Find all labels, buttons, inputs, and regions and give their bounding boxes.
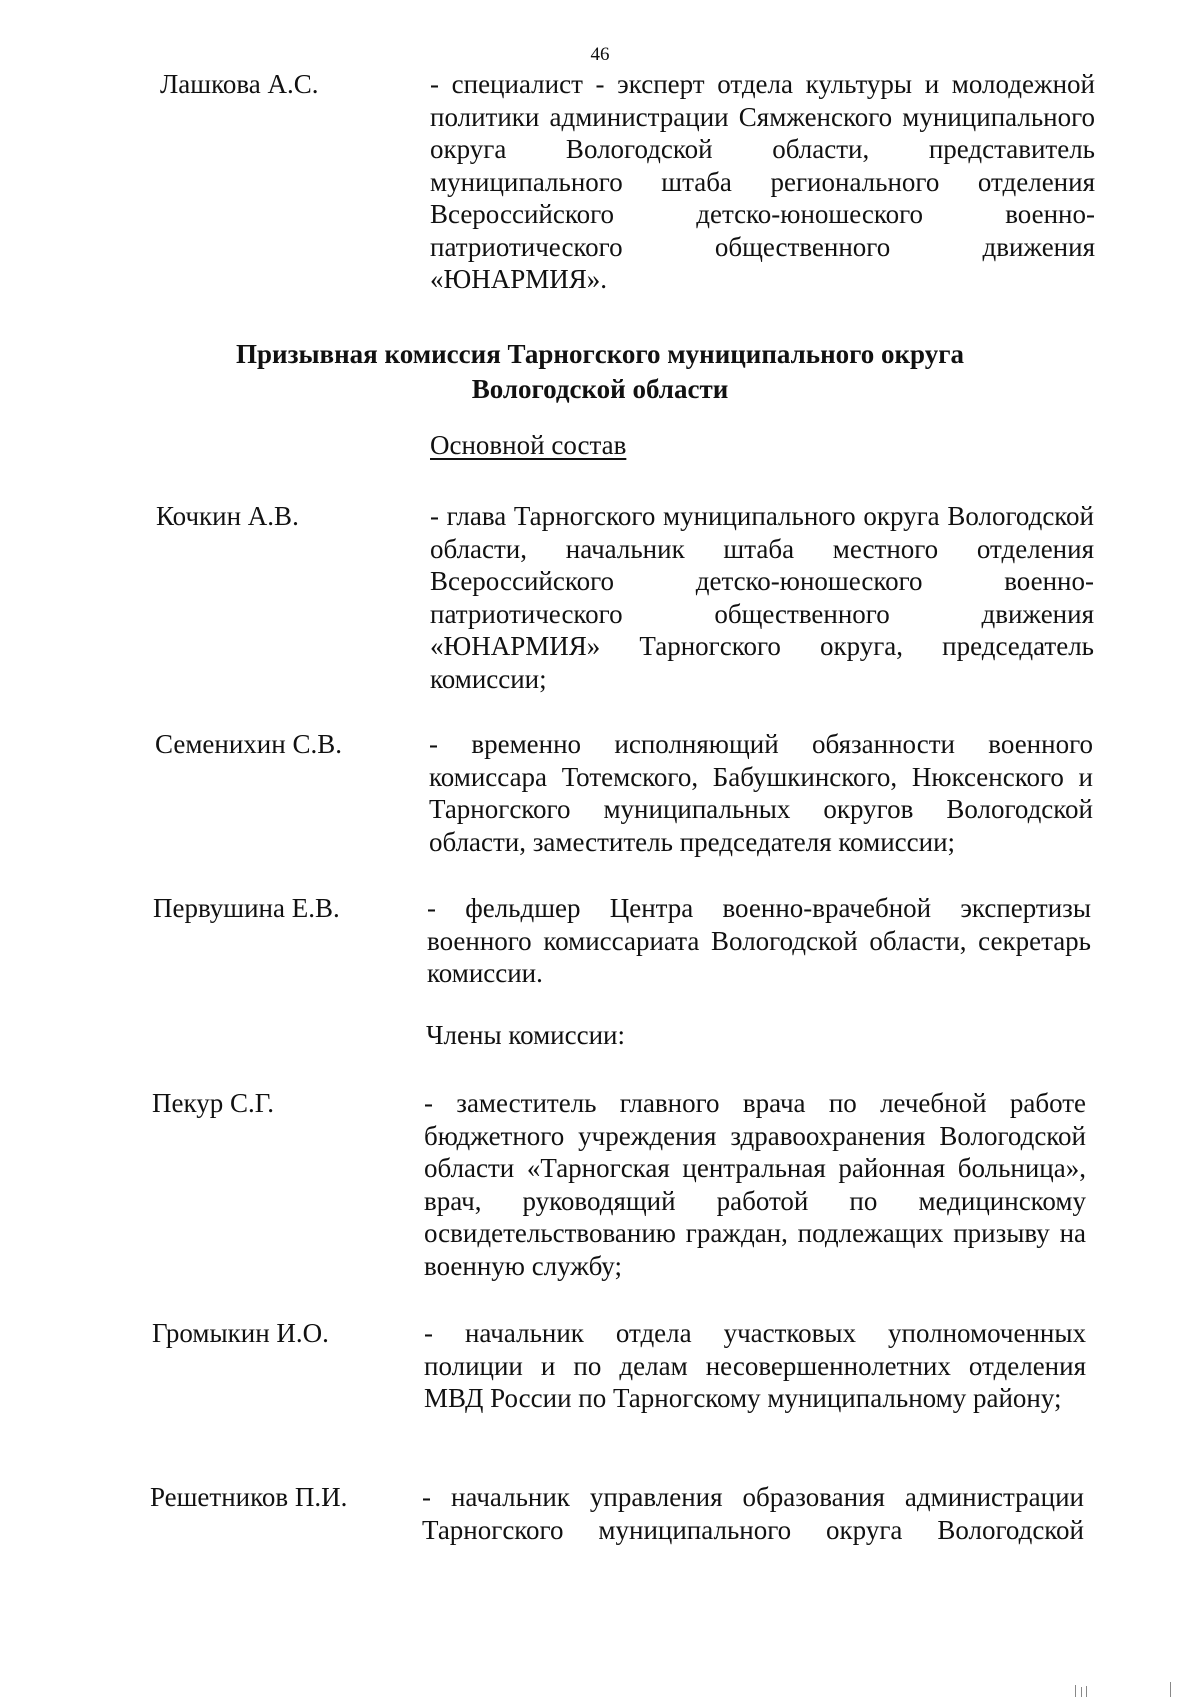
member-name: Лашкова А.С. bbox=[160, 69, 319, 99]
members-label: Члены комиссии: bbox=[426, 1020, 625, 1050]
member-name: Первушина Е.В. bbox=[153, 893, 340, 923]
commission-title-line-1: Призывная комиссия Тарногского муниципального округа bbox=[236, 339, 964, 369]
scan-artifact bbox=[1086, 1686, 1087, 1697]
scan-artifact bbox=[1081, 1687, 1082, 1697]
scan-artifact bbox=[1075, 1685, 1076, 1697]
scan-artifact bbox=[1170, 1682, 1171, 1697]
member-role: - начальник управления образования администрации Тарногского муниципального округа Вологодской bbox=[422, 1482, 1084, 1545]
member-role: - глава Тарногского муниципального округа Вологодской области, начальник штаба местного отделения Всероссийского детско-юношеского военно-патриотического общественного движения «ЮНАРМИЯ» Тарногского округа, председатель комиссии; bbox=[430, 501, 1094, 694]
member-role: - фельдшер Центра военно-врачебной экспертизы военного комиссариата Вологодской области, секретарь комиссии. bbox=[427, 893, 1091, 988]
member-name: Семенихин С.В. bbox=[155, 729, 342, 759]
member-name: Громыкин И.О. bbox=[152, 1318, 329, 1348]
main-composition-label: Основной состав bbox=[430, 430, 627, 460]
member-name: Кочкин А.В. bbox=[156, 501, 299, 531]
member-name: Решетников П.И. bbox=[150, 1482, 348, 1512]
commission-title-line-2: Вологодской области bbox=[471, 374, 729, 404]
member-role: - временно исполняющий обязанности военного комиссара Тотемского, Бабушкинского, Нюксенского и Тарногского муниципальных округов Вологодской области, заместитель председателя комиссии; bbox=[429, 729, 1093, 857]
commission-title bbox=[0, 337, 1200, 407]
page-number: 46 bbox=[590, 44, 610, 65]
member-role: - специалист - эксперт отдела культуры и молодежной политики администрации Сямженского муниципального округа Вологодской области, представитель муниципального штаба регионального отделения Всероссийского детско-юношеского военно-патриотического общественного движения «ЮНАРМИЯ». bbox=[430, 69, 1095, 294]
member-role: - заместитель главного врача по лечебной работе бюджетного учреждения здравоохранения Вологодской области «Тарногская центральная районная больница», врач, руководящий работой по медицинскому освидетельствованию граждан, подлежащих призыву на военную службу; bbox=[424, 1088, 1086, 1281]
member-role: - начальник отдела участковых уполномоченных полиции и по делам несовершеннолетних отделения МВД России по Тарногскому муниципальному району; bbox=[424, 1318, 1086, 1413]
member-name: Пекур С.Г. bbox=[152, 1088, 275, 1118]
